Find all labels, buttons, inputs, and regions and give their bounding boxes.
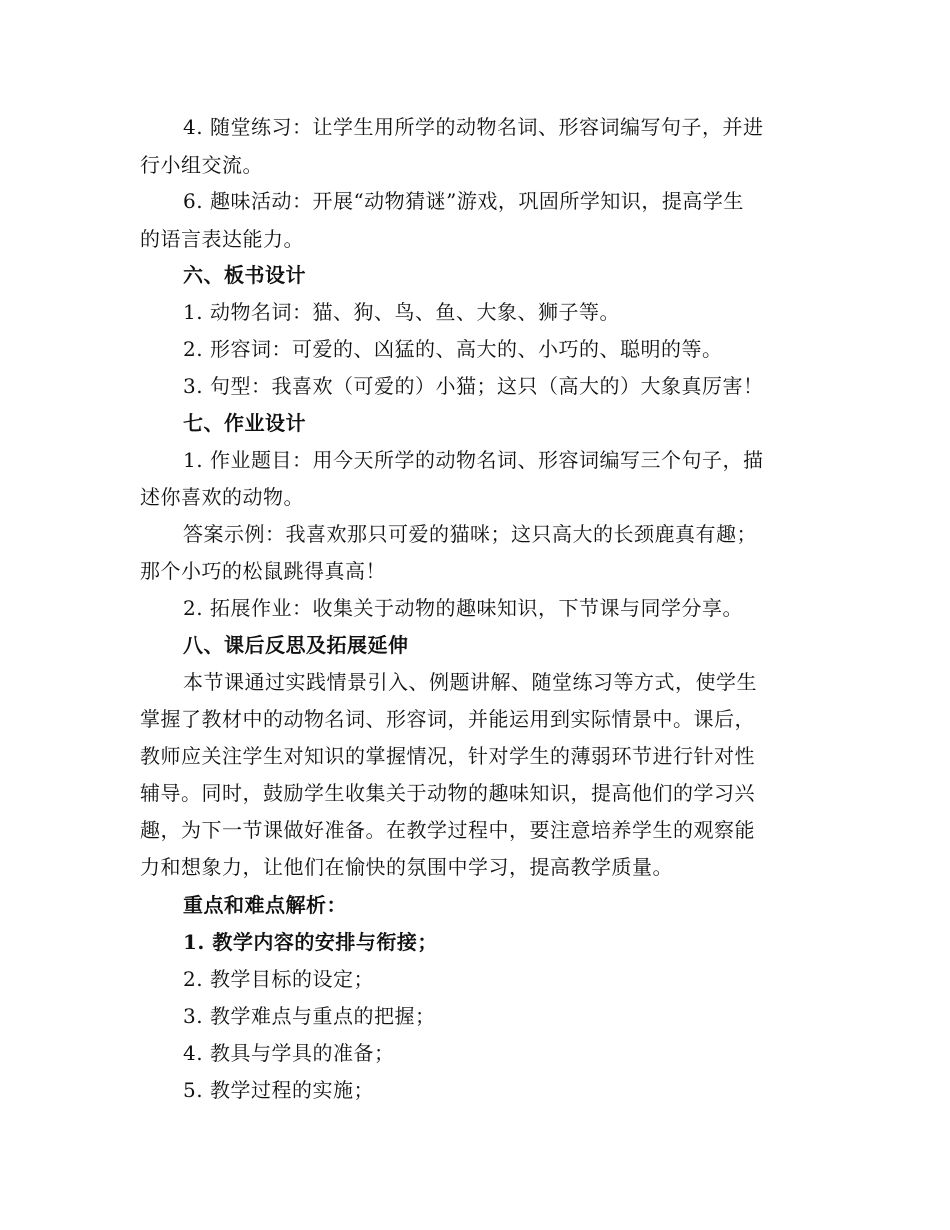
section-heading-homework: 七、作业设计: [183, 411, 306, 435]
section-heading-board-design: 六、板书设计: [183, 263, 306, 287]
practice-item-4-cont: 行小组交流。: [140, 153, 263, 177]
reflection-paragraph-line-4: 辅导。同时，鼓励学生收集关于动物的趣味知识，提高他们的学习兴: [140, 781, 755, 805]
reflection-paragraph-line-5: 趣，为下一节课做好准备。在教学过程中，要注意培养学生的观察能: [140, 818, 755, 842]
practice-item-4: 4. 随堂练习：让学生用所学的动物名词、形容词编写句子，并进: [183, 115, 764, 139]
section-heading-key-points: 重点和难点解析：: [183, 893, 347, 917]
reflection-paragraph-line-6: 力和想象力，让他们在愉快的氛围中学习，提高教学质量。: [140, 855, 673, 879]
board-item-1: 1. 动物名词：猫、狗、鸟、鱼、大象、狮子等。: [183, 300, 620, 324]
reflection-paragraph-line-3: 教师应关注学生对知识的掌握情况，针对学生的薄弱环节进行针对性: [140, 744, 755, 768]
answer-example: 答案示例：我喜欢那只可爱的猫咪；这只高大的长颈鹿真有趣；: [183, 522, 757, 546]
answer-example-cont: 那个小巧的松鼠跳得真高！: [140, 559, 386, 583]
key-point-item-5: 5. 教学过程的实施；: [183, 1078, 374, 1102]
reflection-paragraph-line-2: 掌握了教材中的动物名词、形容词，并能运用到实际情景中。课后，: [140, 707, 755, 731]
board-item-2: 2. 形容词：可爱的、凶猛的、高大的、小巧的、聪明的等。: [183, 337, 723, 361]
fun-activity-item-6: 6. 趣味活动：开展“动物猜谜”游戏，巩固所学知识，提高学生: [183, 189, 744, 213]
homework-item-2: 2. 拓展作业：收集关于动物的趣味知识，下节课与同学分享。: [183, 596, 743, 620]
reflection-paragraph-line-1: 本节课通过实践情景引入、例题讲解、随堂练习等方式，使学生: [183, 670, 757, 694]
key-point-item-2: 2. 教学目标的设定；: [183, 967, 374, 991]
section-heading-reflection: 八、课后反思及拓展延伸: [183, 633, 409, 657]
key-point-item-4: 4. 教具与学具的准备；: [183, 1041, 395, 1065]
key-point-item-3: 3. 教学难点与重点的把握；: [183, 1004, 436, 1028]
fun-activity-item-6-cont: 的语言表达能力。: [140, 227, 304, 251]
homework-item-1: 1. 作业题目：用今天所学的动物名词、形容词编写三个句子，描: [183, 448, 764, 472]
homework-item-1-cont: 述你喜欢的动物。: [140, 485, 304, 509]
board-item-3: 3. 句型：我喜欢（可爱的）小猫；这只（高大的）大象真厉害！: [183, 374, 764, 398]
key-point-item-1: 1. 教学内容的安排与衔接；: [183, 930, 438, 954]
